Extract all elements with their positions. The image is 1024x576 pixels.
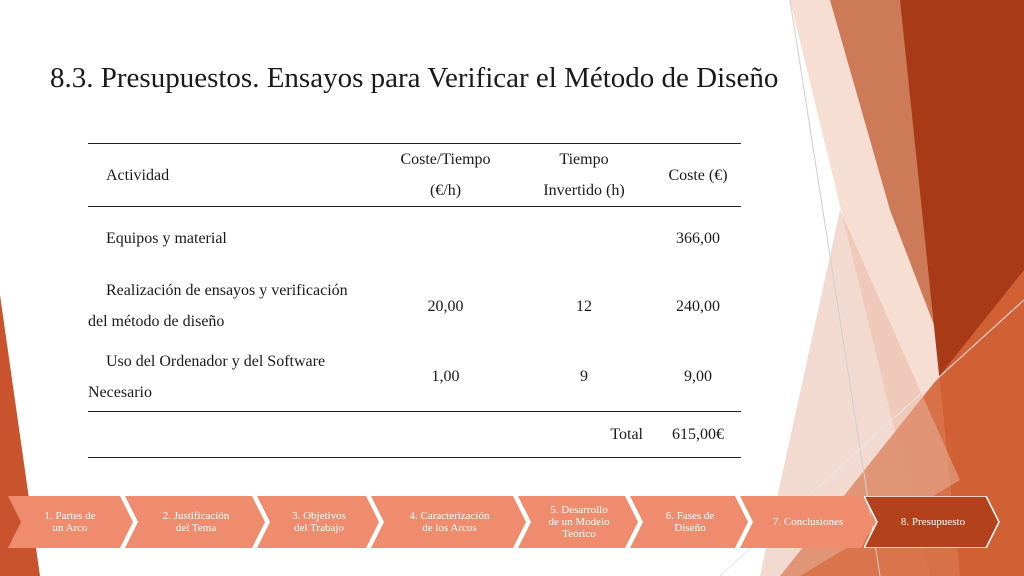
nav-step-presupuesto-active[interactable] — [864, 496, 1000, 548]
cell-coste: 240,00 — [676, 297, 720, 315]
header-tiempo: Tiempo Invertido (h) — [543, 151, 625, 199]
nav-step-desarrollo[interactable] — [518, 496, 638, 548]
nav-step-conclusiones[interactable] — [740, 496, 874, 548]
nav-step-caracterizacion[interactable] — [371, 496, 526, 548]
table-row — [88, 270, 741, 343]
nav-step-fases-diseno[interactable] — [630, 496, 748, 548]
header-coste: Coste (€) — [668, 166, 728, 184]
cell-actividad: Equipos y material — [106, 229, 227, 247]
header-coste-tiempo: Coste/Tiempo (€/h) — [400, 151, 491, 199]
nav-step-label: 7. Conclusiones — [772, 516, 844, 528]
cell-coste: 366,00 — [676, 229, 720, 247]
page-title: 8.3. Presupuestos. Ensayos para Verificar el Método de Diseño — [50, 62, 779, 94]
nav-step-label: 1. Partes de un Arco — [44, 510, 96, 534]
cell-coste-tiempo: 20,00 — [427, 297, 464, 315]
nav-step-label: 5. Desarrollo de un Modelo Teórico — [548, 504, 610, 540]
cell-tiempo — [513, 207, 655, 270]
cell-tiempo: 12 — [576, 297, 592, 315]
nav-step-label: 8. Presupuesto — [900, 516, 966, 528]
header-actividad: Actividad — [106, 166, 170, 184]
cell-coste-tiempo — [378, 207, 513, 270]
cell-coste: 9,00 — [684, 368, 712, 386]
budget-table — [88, 143, 741, 458]
nav-step-partes-arco[interactable] — [8, 496, 133, 548]
table-row — [88, 207, 741, 270]
nav-step-label: 4. Caracterización de los Arcos — [409, 510, 490, 534]
nav-step-justificacion[interactable] — [125, 496, 265, 548]
table-header-row — [88, 144, 741, 207]
cell-coste-tiempo: 1,00 — [431, 368, 460, 386]
table-total-row — [88, 412, 741, 458]
nav-step-label: 3. Objetivos del Trabajo — [292, 510, 346, 534]
table-row — [88, 343, 741, 412]
cell-tiempo: 9 — [580, 368, 588, 386]
nav-step-objetivos[interactable] — [257, 496, 379, 548]
total-value: 615,00€ — [672, 426, 724, 443]
total-label: Total — [610, 426, 643, 443]
nav-step-label: 2. Justificación del Tema — [162, 510, 230, 534]
cell-actividad: Realización de ensayos y verificación del método de diseño — [88, 282, 348, 330]
cell-actividad: Uso del Ordenador y del Software Necesario — [88, 352, 326, 401]
nav-step-label: 6. Fases de Diseño — [665, 510, 715, 534]
